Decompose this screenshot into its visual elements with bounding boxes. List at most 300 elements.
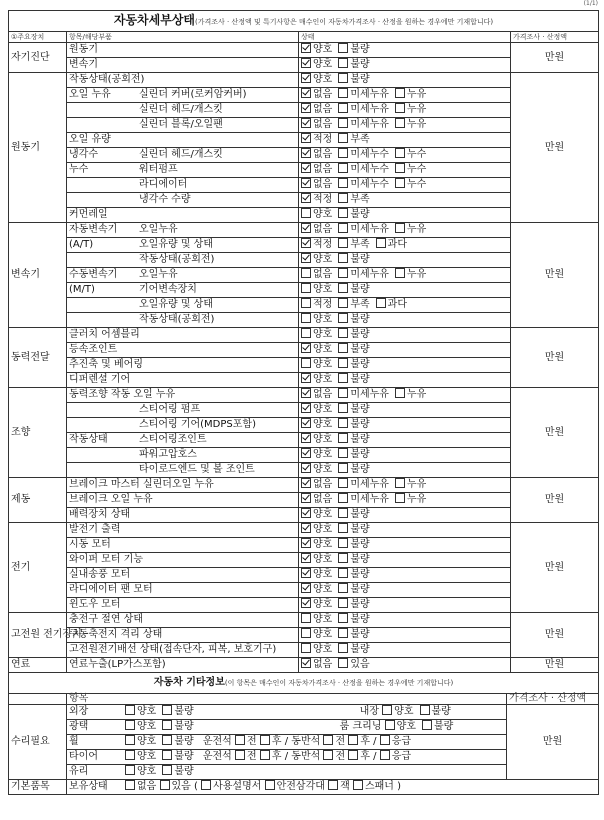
price-cell (511, 43, 599, 73)
seat-checkbox[interactable] (235, 735, 245, 745)
state-checkbox[interactable] (338, 73, 348, 83)
state-checkbox[interactable] (338, 433, 348, 443)
state-label: 불량 (350, 599, 370, 610)
emergency-checkbox[interactable] (380, 750, 390, 760)
good-label: 양호 (137, 706, 157, 717)
state-option (301, 178, 332, 192)
sub-item-label: 오일유량 및 상태 (139, 239, 213, 250)
state-cell (299, 538, 511, 553)
state-checkbox[interactable] (301, 538, 311, 548)
state-checkbox[interactable] (301, 268, 311, 278)
state-checkbox[interactable] (338, 118, 348, 128)
state-checkbox[interactable] (338, 613, 348, 623)
state-option (338, 133, 369, 147)
state-checkbox[interactable] (301, 388, 311, 398)
have-checkbox[interactable] (160, 780, 170, 790)
item-group: 냉각수 (69, 149, 98, 160)
state-label: 불량 (350, 314, 370, 325)
wheel-checkbox[interactable] (162, 735, 172, 745)
state-checkbox[interactable] (338, 568, 348, 578)
state-checkbox[interactable] (338, 418, 348, 428)
state-label: 미세누수 (350, 149, 389, 160)
state-label: 과다 (387, 239, 407, 250)
state-checkbox[interactable] (301, 88, 311, 98)
glass-label: 유리 (69, 766, 89, 777)
state-checkbox[interactable] (301, 163, 311, 173)
driver-label: 운전석 (202, 736, 232, 747)
state-option (395, 223, 426, 237)
category-label: 원동기 (11, 141, 40, 153)
state-checkbox[interactable] (301, 43, 311, 53)
state-checkbox[interactable] (338, 628, 348, 638)
state-option (301, 208, 332, 222)
glass-checkbox[interactable] (125, 765, 135, 775)
state-label: 없음 (313, 119, 333, 130)
seat-checkbox[interactable] (260, 750, 270, 760)
state-option (301, 568, 332, 582)
manual-checkbox[interactable] (201, 780, 211, 790)
state-checkbox[interactable] (338, 658, 348, 668)
state-checkbox[interactable] (376, 298, 386, 308)
manual-label: 사용설명서 (213, 781, 262, 792)
sub-item-label: 실린더 커버(로커암커버) (139, 89, 247, 100)
state-label: 적정 (313, 239, 333, 250)
item-cell (67, 463, 299, 478)
state-checkbox[interactable] (338, 358, 348, 368)
item-label: 시동 모터 (69, 539, 111, 550)
state-label: 없음 (313, 179, 333, 190)
state-label: 불량 (350, 464, 370, 475)
cleaning-checkbox[interactable] (385, 720, 395, 730)
state-checkbox[interactable] (301, 358, 311, 368)
state-checkbox[interactable] (376, 238, 386, 248)
triangle-checkbox[interactable] (265, 780, 275, 790)
state-cell (299, 448, 511, 463)
spanner-label: 스패너 (364, 781, 394, 792)
emergency-checkbox[interactable] (380, 735, 390, 745)
state-checkbox[interactable] (338, 283, 348, 293)
state-checkbox[interactable] (395, 268, 405, 278)
state-label: 불량 (350, 614, 370, 625)
table-row (9, 403, 599, 418)
state-option (338, 523, 369, 537)
state-checkbox[interactable] (301, 73, 311, 83)
state-checkbox[interactable] (301, 418, 311, 428)
state-checkbox[interactable] (338, 58, 348, 68)
state-label: 양호 (313, 314, 333, 325)
state-option (301, 388, 332, 402)
state-checkbox[interactable] (395, 493, 405, 503)
state-checkbox[interactable] (301, 253, 311, 263)
category-cell (9, 388, 67, 478)
state-label: 불량 (350, 554, 370, 565)
state-checkbox[interactable] (301, 133, 311, 143)
sub-item-label: 파워고압호스 (139, 449, 197, 460)
passenger-label: 동반석 (291, 736, 321, 747)
state-option (395, 478, 426, 492)
state-option (301, 373, 332, 387)
state-cell (299, 193, 511, 208)
state-checkbox[interactable] (338, 253, 348, 263)
state-option (338, 493, 389, 507)
state-checkbox[interactable] (338, 88, 348, 98)
state-checkbox[interactable] (301, 313, 311, 323)
gloss-checkbox[interactable] (125, 720, 135, 730)
state-checkbox[interactable] (338, 208, 348, 218)
state-label: 양호 (313, 614, 333, 625)
category-cell (9, 223, 67, 328)
item-cell (67, 208, 299, 223)
table-row (9, 163, 599, 178)
item-label: 디퍼렌셜 기어 (69, 374, 131, 385)
item-label: 윈도우 모터 (69, 599, 121, 610)
item-cell (67, 223, 299, 238)
state-option (301, 493, 332, 507)
state-option (301, 583, 332, 597)
table-row (9, 583, 599, 598)
item-label: 등속조인트 (69, 344, 118, 355)
item-label: 구동축전지 격리 상태 (69, 629, 163, 640)
category-label: 전기 (11, 561, 31, 573)
sub-item-label: 실린더 블록/오일팬 (139, 119, 223, 130)
state-option (338, 613, 369, 627)
price-unit: 만원 (544, 351, 565, 363)
state-label: 부족 (350, 134, 370, 145)
price-unit: 만원 (544, 629, 565, 640)
state-checkbox[interactable] (301, 463, 311, 473)
seat-checkbox[interactable] (323, 735, 333, 745)
state-label: 미세누유 (350, 224, 389, 235)
category-label: 변속기 (11, 269, 40, 280)
repair-category (9, 705, 67, 780)
price-cell (511, 223, 599, 328)
keep-label: 보유상태 (69, 781, 108, 792)
state-checkbox[interactable] (301, 658, 311, 668)
state-option (338, 193, 369, 207)
state-option (301, 313, 332, 327)
state-option (338, 433, 369, 447)
state-checkbox[interactable] (395, 163, 405, 173)
table-row (9, 103, 599, 118)
item-cell (67, 553, 299, 568)
state-option (338, 103, 389, 117)
table-row (9, 178, 599, 193)
tire-checkbox[interactable] (162, 750, 172, 760)
state-checkbox[interactable] (338, 298, 348, 308)
state-label: 불량 (350, 419, 370, 430)
state-label: 양호 (313, 524, 333, 535)
item-cell (67, 478, 299, 493)
seat-checkbox[interactable] (348, 750, 358, 760)
item-label: 와이퍼 모터 기능 (69, 554, 143, 565)
table-row (9, 613, 599, 628)
category-cell (9, 613, 82, 658)
state-checkbox[interactable] (338, 493, 348, 503)
state-checkbox[interactable] (395, 88, 405, 98)
state-cell (299, 598, 511, 613)
state-option (338, 358, 369, 372)
state-checkbox[interactable] (301, 238, 311, 248)
state-checkbox[interactable] (301, 343, 311, 353)
state-checkbox[interactable] (338, 313, 348, 323)
state-label: 불량 (350, 374, 370, 385)
state-checkbox[interactable] (338, 193, 348, 203)
none-checkbox[interactable] (125, 780, 135, 790)
state-label: 적정 (313, 134, 333, 145)
state-checkbox[interactable] (338, 463, 348, 473)
state-checkbox[interactable] (301, 283, 311, 293)
state-label: 부족 (350, 239, 370, 250)
state-checkbox[interactable] (301, 628, 311, 638)
state-checkbox[interactable] (301, 193, 311, 203)
item-cell (67, 133, 299, 148)
state-label: 양호 (313, 599, 333, 610)
state-checkbox[interactable] (338, 343, 348, 353)
state-label: 누유 (406, 269, 427, 280)
state-cell (299, 433, 511, 448)
state-option (338, 298, 369, 312)
price-cell (511, 613, 599, 658)
glass-checkbox[interactable] (162, 765, 172, 775)
state-checkbox[interactable] (395, 478, 405, 488)
state-label: 불량 (350, 569, 370, 580)
state-option (338, 268, 389, 282)
state-label: 없음 (313, 479, 333, 490)
gloss-label: 광택 (69, 721, 89, 732)
state-option (338, 343, 369, 357)
wheel-label: 휠 (69, 736, 79, 747)
table-row (9, 328, 599, 343)
state-label: 불량 (350, 434, 370, 445)
item-label: 원동기 (69, 44, 98, 55)
table-row (9, 388, 599, 403)
state-checkbox[interactable] (301, 433, 311, 443)
interior-checkbox[interactable] (420, 705, 430, 715)
item-cell (67, 313, 299, 328)
state-label: 누유 (406, 119, 427, 130)
state-cell (299, 478, 511, 493)
jack-checkbox[interactable] (328, 780, 338, 790)
tire-checkbox[interactable] (125, 750, 135, 760)
state-checkbox[interactable] (301, 598, 311, 608)
cleaning-checkbox[interactable] (422, 720, 432, 730)
table-row (9, 133, 599, 148)
state-checkbox[interactable] (338, 373, 348, 383)
good-label: 양호 (137, 721, 157, 732)
state-checkbox[interactable] (301, 118, 311, 128)
item-group: 누수 (69, 164, 89, 175)
state-checkbox[interactable] (338, 478, 348, 488)
table-row (9, 298, 599, 313)
state-checkbox[interactable] (338, 223, 348, 233)
state-checkbox[interactable] (395, 118, 405, 128)
state-label: 불량 (350, 209, 370, 220)
state-checkbox[interactable] (301, 178, 311, 188)
sub-item-label: 라디에이터 (139, 179, 188, 190)
state-checkbox[interactable] (395, 178, 405, 188)
state-option (301, 463, 332, 477)
state-checkbox[interactable] (338, 238, 348, 248)
state-checkbox[interactable] (338, 553, 348, 563)
interior-checkbox[interactable] (382, 705, 392, 715)
state-label: 양호 (313, 464, 333, 475)
state-checkbox[interactable] (338, 178, 348, 188)
state-option (338, 478, 389, 492)
jack-label: 잭 (340, 781, 350, 792)
state-checkbox[interactable] (301, 148, 311, 158)
seat-checkbox[interactable] (235, 750, 245, 760)
state-checkbox[interactable] (301, 478, 311, 488)
wheel-checkbox[interactable] (125, 735, 135, 745)
state-checkbox[interactable] (338, 328, 348, 338)
table-row (9, 88, 599, 103)
item-cell (67, 253, 299, 268)
state-checkbox[interactable] (395, 148, 405, 158)
state-option (301, 433, 332, 447)
state-label: 불량 (350, 254, 370, 265)
exterior-checkbox[interactable] (162, 705, 172, 715)
state-checkbox[interactable] (338, 583, 348, 593)
item-label: 연료누출(LP가스포함) (69, 659, 166, 670)
item-cell (67, 448, 299, 463)
exterior-checkbox[interactable] (125, 705, 135, 715)
item-cell (67, 628, 299, 643)
table-row (9, 118, 599, 133)
other-title-text: 자동차 기타정보 (153, 677, 225, 688)
state-checkbox[interactable] (338, 448, 348, 458)
state-cell (299, 43, 511, 58)
sub-item-label: 작동상태(공회전) (139, 254, 215, 265)
state-label: 없음 (313, 224, 333, 235)
state-checkbox[interactable] (301, 583, 311, 593)
state-label: 불량 (350, 59, 370, 70)
seat-checkbox[interactable] (323, 750, 333, 760)
seat-checkbox[interactable] (260, 735, 270, 745)
front-label: 전 (335, 751, 346, 762)
state-checkbox[interactable] (301, 523, 311, 533)
state-checkbox[interactable] (338, 538, 348, 548)
state-cell (299, 268, 511, 283)
item-cell (67, 373, 299, 388)
rear-label: 후 (271, 736, 282, 747)
state-checkbox[interactable] (301, 373, 311, 383)
state-checkbox[interactable] (301, 328, 311, 338)
state-option (301, 268, 332, 282)
state-checkbox[interactable] (338, 388, 348, 398)
item-cell (67, 163, 299, 178)
state-checkbox[interactable] (301, 508, 311, 518)
state-option (338, 538, 369, 552)
state-option (338, 118, 389, 132)
gloss-checkbox[interactable] (162, 720, 172, 730)
state-checkbox[interactable] (301, 58, 311, 68)
sub-item-label: 스티어링 펌프 (139, 404, 201, 415)
sub-item-label: 작동상태(공회전) (139, 314, 215, 325)
state-checkbox[interactable] (301, 298, 311, 308)
state-checkbox[interactable] (301, 403, 311, 413)
state-checkbox[interactable] (338, 523, 348, 533)
state-checkbox[interactable] (338, 148, 348, 158)
state-option (301, 328, 332, 342)
state-option (338, 238, 369, 252)
spanner-checkbox[interactable] (353, 780, 363, 790)
state-cell (299, 583, 511, 598)
sub-item-label: 스티어링조인트 (139, 434, 207, 445)
state-cell (299, 388, 511, 403)
state-label: 불량 (350, 74, 370, 85)
table-row (9, 283, 599, 298)
state-cell (299, 223, 511, 238)
state-checkbox[interactable] (301, 643, 311, 653)
sub-item-label: 오일누유 (139, 224, 178, 235)
state-option (395, 118, 426, 132)
state-label: 양호 (313, 254, 333, 265)
state-checkbox[interactable] (301, 448, 311, 458)
item-label: 고전원전기배선 상태(접속단자, 피복, 보호기구) (69, 644, 277, 655)
state-checkbox[interactable] (395, 103, 405, 113)
table-row (9, 343, 599, 358)
item-group: (A/T) (69, 239, 94, 250)
bad-label: 불량 (434, 721, 454, 732)
state-option (338, 628, 369, 642)
state-checkbox[interactable] (338, 103, 348, 113)
state-cell (299, 73, 511, 88)
state-label: 있음 (350, 659, 370, 670)
state-checkbox[interactable] (395, 223, 405, 233)
item-cell (67, 598, 299, 613)
state-checkbox[interactable] (338, 508, 348, 518)
state-option (301, 448, 332, 462)
item-label: 발전기 출력 (69, 524, 121, 535)
table-row (9, 478, 599, 493)
seat-checkbox[interactable] (348, 735, 358, 745)
item-label: 작동상태(공회전) (69, 74, 145, 85)
state-checkbox[interactable] (301, 613, 311, 623)
state-label: 양호 (313, 374, 333, 385)
state-label: 없음 (313, 389, 333, 400)
state-label: 미세누유 (350, 494, 389, 505)
good-label: 양호 (394, 706, 414, 717)
state-checkbox[interactable] (338, 133, 348, 143)
state-checkbox[interactable] (301, 223, 311, 233)
state-label: 양호 (313, 209, 333, 220)
state-checkbox[interactable] (301, 553, 311, 563)
state-checkbox[interactable] (338, 598, 348, 608)
state-checkbox[interactable] (301, 568, 311, 578)
state-label: 부족 (350, 299, 370, 310)
state-checkbox[interactable] (395, 388, 405, 398)
state-cell (299, 358, 511, 373)
state-checkbox[interactable] (338, 403, 348, 413)
sub-item-label: 워터펌프 (139, 164, 178, 175)
state-checkbox[interactable] (301, 103, 311, 113)
state-checkbox[interactable] (338, 643, 348, 653)
emergency-label: 응급 (391, 736, 412, 747)
state-option (301, 88, 332, 102)
item-label: 브레이크 마스터 실린더오일 누유 (69, 479, 214, 490)
price-cell (511, 523, 599, 613)
front-label: 전 (247, 751, 257, 762)
state-checkbox[interactable] (338, 163, 348, 173)
title-text: 자동차세부상태 (113, 13, 196, 27)
state-checkbox[interactable] (338, 43, 348, 53)
state-label: 미세누유 (350, 389, 389, 400)
state-checkbox[interactable] (301, 493, 311, 503)
state-label: 양호 (313, 569, 333, 580)
state-checkbox[interactable] (338, 268, 348, 278)
state-option (301, 403, 332, 417)
state-checkbox[interactable] (301, 208, 311, 218)
